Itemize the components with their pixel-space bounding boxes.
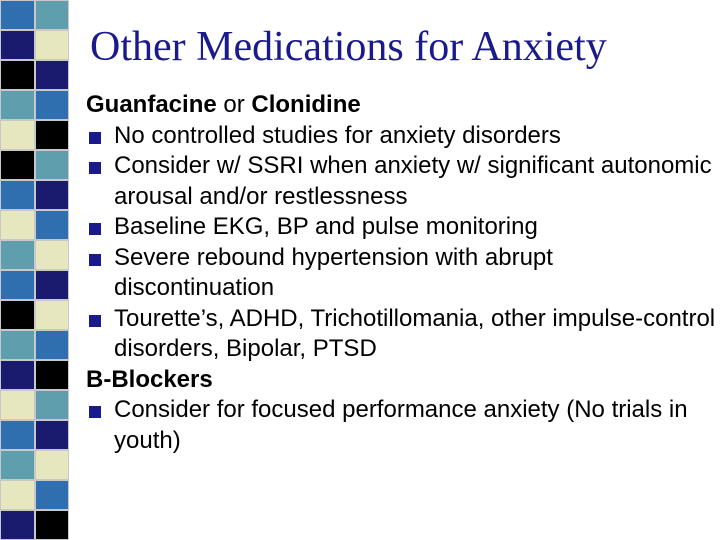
square-bullet-icon [89, 132, 101, 144]
bullet-text: Tourette’s, ADHD, Trichotillomania, other impulse-control disorders, Bipolar, PTSD [114, 304, 716, 362]
square-bullet-icon [89, 315, 101, 327]
square-bullet-icon [89, 254, 101, 266]
strip-block [35, 180, 70, 210]
strip-block [35, 300, 70, 330]
strip-block [35, 60, 70, 90]
strip-block [35, 510, 70, 540]
bullet-item [86, 121, 716, 152]
strip-block [35, 330, 70, 360]
strip-block [0, 390, 35, 420]
bullet-item [86, 151, 716, 212]
strip-block [0, 330, 35, 360]
strip-block [0, 120, 35, 150]
strip-block [35, 450, 70, 480]
bullet-text: Consider for focused performance anxiety (No trials in youth) [114, 396, 688, 454]
strip-block [35, 360, 70, 390]
strip-block [35, 120, 70, 150]
strip-block [0, 240, 35, 270]
strip-block [35, 390, 70, 420]
strip-block [35, 90, 70, 120]
section-heading [86, 365, 716, 396]
square-bullet-icon [89, 223, 101, 235]
strip-block [35, 210, 70, 240]
strip-block [0, 300, 35, 330]
strip-block [0, 210, 35, 240]
square-bullet-icon [89, 162, 101, 174]
bullet-item [86, 304, 716, 365]
bullet-text: Baseline EKG, BP and pulse monitoring [114, 213, 538, 240]
decorative-side-strip [0, 0, 69, 540]
strip-block [35, 240, 70, 270]
bullet-item [86, 212, 716, 243]
square-bullet-icon [89, 406, 101, 418]
strip-block [35, 480, 70, 510]
bullet-text: No controlled studies for anxiety disorders [114, 121, 561, 149]
slide-title: Other Medications for Anxiety [90, 24, 607, 70]
heading-part: Clonidine [251, 91, 361, 118]
heading-part: Guanfacine [86, 91, 217, 118]
strip-block [0, 450, 35, 480]
heading-part: or [216, 91, 252, 118]
strip-block [0, 270, 35, 300]
strip-block [0, 420, 35, 450]
strip-block [35, 0, 70, 30]
strip-block [35, 270, 70, 300]
heading-part: B-Blockers [86, 365, 213, 393]
strip-block [0, 30, 35, 60]
slide-body [86, 90, 716, 456]
strip-block [0, 510, 35, 540]
bullet-text: Severe rebound hypertension with abrupt discontinuation [114, 243, 553, 301]
bullet-item [86, 243, 716, 304]
strip-block [0, 0, 35, 30]
strip-block [0, 90, 35, 120]
strip-block [35, 150, 70, 180]
strip-block [35, 420, 70, 450]
strip-block [35, 30, 70, 60]
bullet-text: Consider w/ SSRI when anxiety w/ significant autonomic arousal and/or restlessness [114, 152, 712, 210]
strip-block [0, 150, 35, 180]
section-heading [86, 90, 716, 121]
strip-block [0, 360, 35, 390]
bullet-item [86, 395, 716, 456]
strip-block [0, 180, 35, 210]
strip-block [0, 480, 35, 510]
strip-block [0, 60, 35, 90]
